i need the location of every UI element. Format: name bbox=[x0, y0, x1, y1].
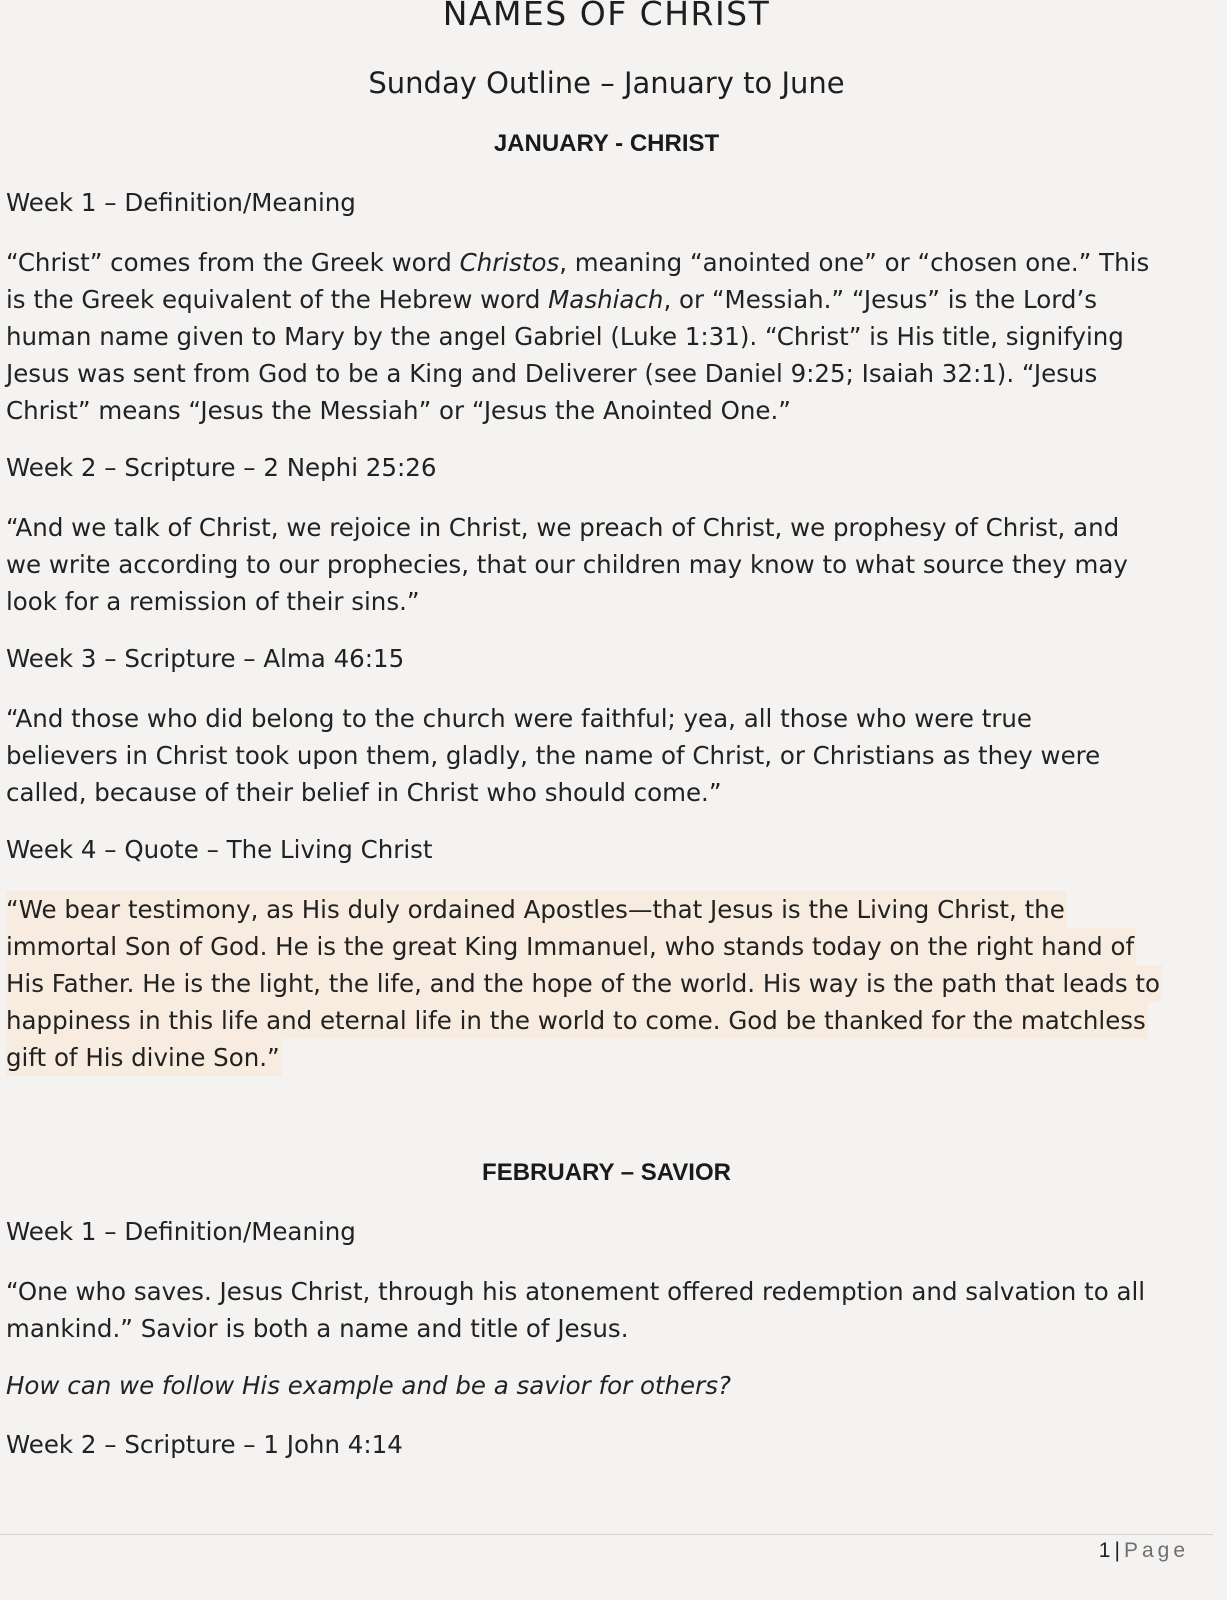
text-line: Christ” means “Jesus the Messiah” or “Jesus the Anointed One.” bbox=[6, 396, 791, 425]
highlighted-text-line: gift of His divine Son.” bbox=[6, 1039, 282, 1076]
text-line: believers in Christ took upon them, gladly, the name of Christ, or Christians as they were bbox=[6, 741, 1101, 770]
page-label: Page bbox=[1123, 1539, 1189, 1562]
text-line: “Christ” comes from the Greek word Christos, meaning “anointed one” or “chosen one.” This bbox=[6, 248, 1150, 277]
text-line: look for a remission of their sins.” bbox=[6, 587, 420, 616]
january-week2-label: Week 2 – Scripture – 2 Nephi 25:26 bbox=[6, 453, 437, 482]
highlighted-text-line: His Father. He is the light, the life, and the hope of the world. His way is the path that leads to bbox=[6, 965, 1162, 1002]
text-line: “One who saves. Jesus Christ, through his atonement offered redemption and salvation to all bbox=[6, 1277, 1146, 1306]
text-line: mankind.” Savior is both a name and title of Jesus. bbox=[6, 1314, 629, 1343]
text-line: called, because of their belief in Christ who should come.” bbox=[6, 778, 722, 807]
highlighted-text-line: immortal Son of God. He is the great King Immanuel, who stands today on the right hand of bbox=[6, 928, 1136, 965]
january-week1-text bbox=[6, 244, 1206, 429]
text-line: Jesus was sent from God to be a King and Deliverer (see Daniel 9:25; Isaiah 32:1). “Jesus bbox=[6, 359, 1098, 388]
february-week2-label: Week 2 – Scripture – 1 John 4:14 bbox=[6, 1430, 403, 1459]
january-week3-text bbox=[6, 700, 1206, 811]
footer-separator: | bbox=[1114, 1539, 1120, 1562]
text-line: we write according to our prophecies, that our children may know to what source they may bbox=[6, 550, 1128, 579]
january-week3-label: Week 3 – Scripture – Alma 46:15 bbox=[6, 644, 405, 673]
february-week1-text bbox=[6, 1273, 1206, 1347]
january-week2-text bbox=[6, 509, 1206, 620]
page-footer bbox=[1099, 1539, 1189, 1563]
january-week1-label: Week 1 – Definition/Meaning bbox=[6, 188, 356, 217]
february-week1-question: How can we follow His example and be a savior for others? bbox=[6, 1371, 731, 1400]
january-week4-label: Week 4 – Quote – The Living Christ bbox=[6, 835, 433, 864]
text-line: human name given to Mary by the angel Gabriel (Luke 1:31). “Christ” is His title, signifying bbox=[6, 322, 1124, 351]
january-heading: JANUARY - CHRIST bbox=[493, 130, 720, 157]
highlighted-text-line: happiness in this life and eternal life in the world to come. God be thanked for the matchless bbox=[6, 1002, 1148, 1039]
text-line: is the Greek equivalent of the Hebrew word Mashiach, or “Messiah.” “Jesus” is the Lord’s bbox=[6, 285, 1097, 314]
text-line: “And those who did belong to the church were faithful; yea, all those who were true bbox=[6, 704, 1033, 733]
footer-divider bbox=[0, 1534, 1213, 1535]
highlighted-text-line: “We bear testimony, as His duly ordained Apostles—that Jesus is the Living Christ, the bbox=[6, 891, 1067, 928]
february-week1-label: Week 1 – Definition/Meaning bbox=[6, 1217, 356, 1246]
february-heading: FEBRUARY – SAVIOR bbox=[482, 1159, 731, 1186]
january-week4-quote bbox=[6, 891, 1206, 1076]
document-subtitle: Sunday Outline – January to June bbox=[368, 66, 845, 100]
text-line: “And we talk of Christ, we rejoice in Christ, we preach of Christ, we prophesy of Christ, and bbox=[6, 513, 1120, 542]
document-title: NAMES OF CHRIST bbox=[442, 0, 771, 33]
page-number: 1 bbox=[1098, 1539, 1111, 1562]
